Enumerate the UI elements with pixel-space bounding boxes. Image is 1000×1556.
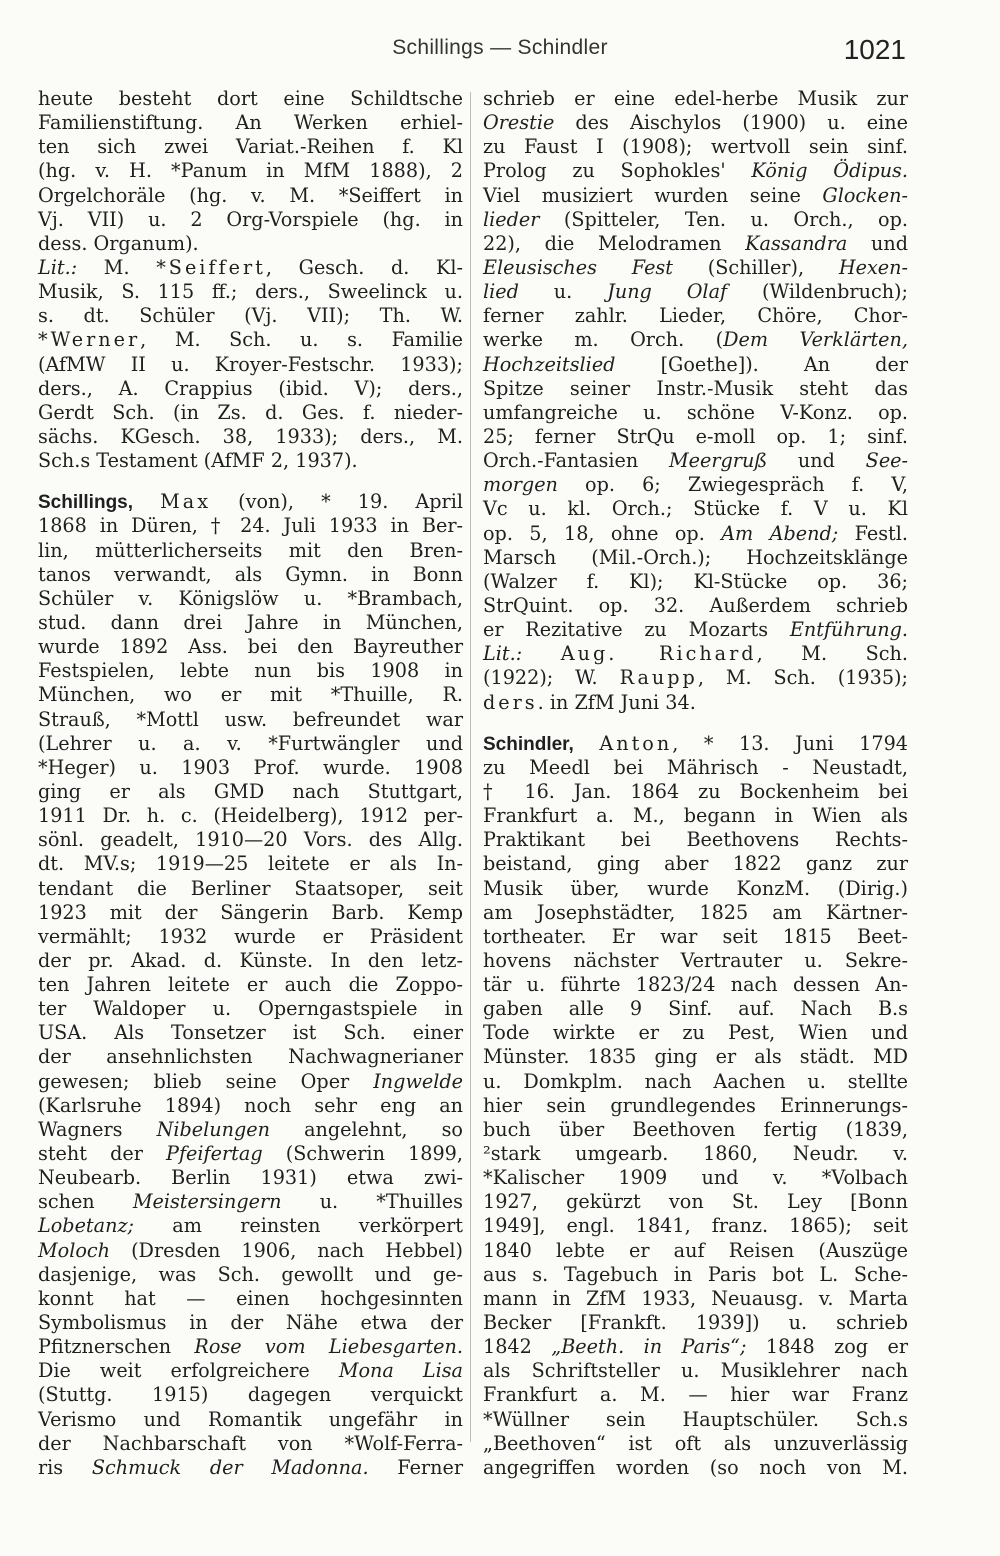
italic-title: Eleusisches Fest [483, 255, 673, 279]
text-line [483, 828, 908, 852]
text-line [38, 635, 463, 659]
text-segment: , M. Sch. u. s. Familie [140, 328, 463, 352]
left-column [38, 87, 463, 1480]
text-line [38, 490, 463, 514]
text-line [38, 659, 463, 683]
text-segment: Becker [Frankft. 1939]) u. schrieb [483, 1311, 908, 1335]
italic-title: Pfeifertag [166, 1142, 263, 1166]
italic-title: Hochzeitslied [483, 352, 616, 376]
text-segment: Verismo und Romantik ungefähr in [38, 1407, 463, 1431]
text-line [38, 780, 463, 804]
text-segment: am reinsten verkörpert [134, 1214, 463, 1238]
text-line [483, 159, 908, 183]
text-segment: op. 6; Zwiegespräch f. V, [557, 473, 908, 497]
text-segment: lin, mütterlicherseits mit den Bren- [38, 538, 463, 562]
text-line [483, 546, 908, 570]
text-segment: Schüler v. Königslöw u. *Brambach, [38, 586, 463, 610]
text-line [483, 473, 908, 497]
text-segment: Neubearb. Berlin 1931) etwa zwi- [38, 1166, 463, 1190]
italic-title: See- [865, 449, 909, 473]
right-column [483, 87, 908, 1480]
text-segment: mann in ZfM 1933, Neuausg. v. Marta [483, 1286, 908, 1310]
text-segment: Symbolismus in der Nähe etwa der [38, 1311, 463, 1335]
text-line [38, 425, 463, 449]
text-line [483, 1214, 908, 1238]
text-line [483, 1359, 908, 1383]
text-segment: des Aischylos (1900) u. eine [554, 111, 908, 135]
italic-title: Kassandra [745, 231, 848, 255]
text-line [38, 1287, 463, 1311]
text-segment: stud. dann drei Jahre in München, [38, 610, 463, 634]
text-segment: (1922); W. [483, 666, 620, 690]
text-line [38, 304, 463, 328]
text-segment: , Gesch. d. Kl- [265, 255, 463, 279]
text-segment: 22), die Melodramen [483, 231, 746, 255]
entry-headword: Schillings, [38, 492, 134, 514]
text-line [38, 852, 463, 876]
text-line [483, 135, 908, 159]
text-segment: aus s. Tagebuch in Paris bot L. Sche- [483, 1262, 908, 1286]
text-segment: ten Jahren leitete er auch die Zoppo- [38, 973, 463, 997]
text-line [483, 111, 908, 135]
text-segment: er Rezitative zu Mozarts [483, 618, 790, 642]
text-line [483, 1239, 908, 1263]
text-line [483, 522, 908, 546]
text-line [38, 1335, 463, 1359]
text-line [38, 184, 463, 208]
text-line [38, 1432, 463, 1456]
text-line [38, 232, 463, 256]
text-line [483, 780, 908, 804]
italic-title: Jung Olaf [607, 280, 728, 304]
text-segment: ging er als GMD nach Stuttgart, [38, 779, 463, 803]
text-segment: 1840 lebte er auf Reisen (Auszüge [483, 1238, 908, 1262]
text-line [483, 328, 908, 352]
text-line [38, 208, 463, 232]
entry-headword: Schindler, [483, 733, 574, 755]
text-line [38, 87, 463, 111]
text-line [38, 949, 463, 973]
text-line [483, 1335, 908, 1359]
text-segment [522, 642, 561, 665]
text-segment: Familienstiftung. An Werken erhiel- [38, 111, 463, 135]
italic-title: morgen [483, 473, 558, 497]
text-segment [574, 732, 600, 755]
text-segment: Spitze seiner Instr.-Musik steht das [483, 376, 908, 400]
text-segment: u. Domkplm. nach Aachen u. stellte [483, 1069, 908, 1093]
italic-title: Meergruß [669, 449, 768, 473]
text-segment: s. dt. Schüler (Vj. VII); Th. W. [38, 304, 463, 328]
text-segment: heute besteht dort eine Schildtsche [38, 87, 463, 110]
text-segment: angegriffen worden (so noch von M. [483, 1455, 908, 1479]
text-line [38, 732, 463, 756]
text-segment: ris [38, 1455, 92, 1479]
italic-title: Lobetanz; [38, 1214, 135, 1238]
text-line [483, 1432, 908, 1456]
text-line [38, 328, 463, 352]
text-line [38, 449, 463, 473]
text-line [483, 184, 908, 208]
italic-title: Mona Lisa [338, 1359, 463, 1383]
text-segment: zu Meedl bei Mährisch - Neustadt, [483, 755, 908, 779]
text-line [38, 111, 463, 135]
text-line [38, 877, 463, 901]
text-line [483, 208, 908, 232]
text-line [38, 901, 463, 925]
text-segment: gaben alle 9 Sinf. auf. Nach B.s [483, 997, 908, 1021]
text-line [483, 949, 908, 973]
text-line [483, 377, 908, 401]
entry-gap [38, 473, 463, 490]
text-segment: *Kalischer 1909 und v. *Volbach [483, 1166, 908, 1190]
text-segment: gewesen; blieb seine Oper [38, 1069, 374, 1093]
text-segment: Festl. [838, 521, 909, 545]
text-segment: wurde 1892 Ass. bei den Bayreuther [38, 635, 463, 659]
text-segment: , M. Sch. (1935); [697, 666, 908, 690]
text-line [38, 563, 463, 587]
text-segment: vermählt; 1932 wurde er Präsident [38, 924, 463, 948]
page-number: 1021 [843, 34, 906, 65]
text-segment: hovens nächster Vertrauter u. Sekre- [483, 948, 908, 972]
text-line [483, 304, 908, 328]
text-segment: Festspielen, lebte nun bis 1908 in [38, 659, 463, 683]
text-segment: und [767, 449, 866, 473]
text-line [483, 804, 908, 828]
text-segment: ders., A. Crappius (ibid. V); ders., [38, 376, 463, 400]
text-line [38, 1166, 463, 1190]
text-line [483, 901, 908, 925]
text-segment: der pr. Akad. d. Künste. In den letz- [38, 948, 463, 972]
text-line [483, 1287, 908, 1311]
text-line [38, 135, 463, 159]
spaced-name: Max [160, 490, 212, 514]
text-segment: Die weit erfolgreichere [38, 1359, 339, 1383]
italic-title: Lit.: [38, 255, 78, 279]
text-segment: Marsch (Mil.-Orch.); Hochzeitsklänge [483, 545, 908, 569]
text-segment: u. [518, 280, 608, 304]
text-segment: dess. Organum). [38, 231, 199, 255]
italic-title: „Beeth. in Paris“; [551, 1335, 747, 1359]
spaced-name: Anton [599, 731, 673, 755]
text-line [38, 1070, 463, 1094]
italic-title: Lit.: [483, 642, 523, 666]
text-segment: [Goethe]). An der [615, 352, 908, 376]
text-segment: (Dresden 1906, nach Hebbel) [110, 1238, 463, 1262]
text-line [38, 539, 463, 563]
text-segment: 1949], engl. 1841, franz. 1865); seit [483, 1214, 908, 1238]
text-line [483, 732, 908, 756]
text-segment: dt. MV.s; 1919—25 leitete er als In- [38, 852, 463, 876]
text-segment: , * 13. Juni 1794 [672, 731, 908, 755]
text-segment: Tode wirkte er zu Pest, Wien und [483, 1021, 908, 1045]
text-segment: tanos verwandt, als Gymn. in Bonn [38, 562, 463, 586]
text-segment: dasjenige, was Sch. gewollt und ge- [38, 1262, 463, 1286]
italic-title: König Ödipus. [751, 159, 909, 183]
text-line [483, 997, 908, 1021]
text-line [38, 256, 463, 280]
text-segment: 1923 mit der Sängerin Barb. Kemp [38, 900, 463, 924]
text-segment: Frankfurt a. M., begann in Wien als [483, 804, 908, 828]
page-header [0, 34, 1000, 74]
text-segment: Pfitznerschen [38, 1335, 195, 1359]
text-segment: USA. Als Tonsetzer ist Sch. einer [38, 1021, 463, 1045]
text-line [38, 1021, 463, 1045]
text-segment: Prolog zu Sophokles' [483, 159, 752, 183]
text-line [483, 852, 908, 876]
text-segment: „Beethoven“ ist oft als unzuverlässig [483, 1431, 908, 1455]
text-segment: als Schriftsteller u. Musiklehrer nach [483, 1359, 908, 1383]
text-segment: , M. Sch. [756, 642, 908, 666]
text-segment: am Josephstädter, 1825 am Kärtner- [483, 900, 908, 924]
text-line [38, 1263, 463, 1287]
italic-title: lied [483, 280, 519, 304]
text-segment: Wagners [38, 1117, 157, 1141]
text-segment: Orgelchoräle (hg. v. M. *Seiffert in [38, 183, 463, 207]
spaced-name: ders [483, 690, 538, 714]
text-segment: Viel musiziert wurden seine [483, 183, 823, 207]
text-segment: ²stark umgearb. 1860, Neudr. v. [483, 1142, 908, 1166]
text-line [483, 401, 908, 425]
text-segment: werke m. Orch. ( [483, 328, 724, 352]
text-line [38, 1214, 463, 1238]
text-line [38, 997, 463, 1021]
text-segment: (Wildenbruch); [727, 280, 909, 304]
text-line [38, 1190, 463, 1214]
text-segment: konnt hat — einen hochgesinnten [38, 1286, 463, 1310]
text-line [38, 925, 463, 949]
text-line [38, 587, 463, 611]
text-segment: (Schwerin 1899, [262, 1142, 463, 1166]
italic-title: Entführung. [789, 618, 908, 642]
text-line [483, 353, 908, 377]
text-line [483, 1166, 908, 1190]
text-segment: Gerdt Sch. (in Zs. d. Ges. f. nieder- [38, 400, 463, 424]
text-line [38, 401, 463, 425]
text-line [483, 642, 908, 666]
text-line [38, 1142, 463, 1166]
text-line [483, 497, 908, 521]
text-line [483, 756, 908, 780]
text-line [483, 877, 908, 901]
spaced-name: *Seiffert [156, 255, 266, 279]
text-segment: † 16. Jan. 1864 zu Bockenheim bei [483, 779, 908, 803]
text-segment: (Lehrer u. a. v. *Furtwängler und [38, 731, 463, 755]
text-segment: 25; ferner StrQu e-moll op. 1; sinf. [483, 424, 908, 448]
text-segment: 1911 Dr. h. c. (Heidelberg), 1912 per- [38, 804, 463, 828]
text-line [483, 1456, 908, 1480]
text-segment: 1848 zog er [746, 1335, 908, 1359]
text-line [38, 804, 463, 828]
italic-title: Moloch [38, 1238, 110, 1262]
italic-title: Orestie [483, 111, 555, 135]
text-line [483, 1311, 908, 1335]
text-segment: StrQuint. op. 32. Außerdem schrieb [483, 593, 908, 617]
text-segment: München, wo er mit *Thuille, R. [38, 683, 463, 707]
text-segment: Musik über, wurde KonzM. (Dirig.) [483, 876, 908, 900]
text-line [483, 425, 908, 449]
italic-title: Dem Verklärten, [723, 328, 908, 352]
text-segment: Sch.s Testament (AfMF 2, 1937). [38, 449, 358, 473]
text-line [483, 1190, 908, 1214]
text-line [483, 594, 908, 618]
text-line [483, 449, 908, 473]
text-line [483, 925, 908, 949]
text-segment [133, 490, 160, 513]
text-line [38, 280, 463, 304]
text-segment: Frankfurt a. M. — hier war Franz [483, 1383, 908, 1407]
text-line [38, 973, 463, 997]
text-line [483, 1383, 908, 1407]
text-segment: beistand, ging aber 1822 ganz zur [483, 852, 908, 876]
text-line [38, 353, 463, 377]
text-segment: steht der [38, 1142, 167, 1166]
text-line [483, 691, 908, 715]
italic-title: lieder [483, 207, 540, 231]
text-segment: (von), * 19. April [211, 490, 463, 514]
text-line [38, 159, 463, 183]
text-line [483, 1142, 908, 1166]
text-segment: sönl. geadelt, 1910—20 Vors. des Allg. [38, 828, 463, 852]
italic-title: Rose vom Liebesgarten. [194, 1335, 463, 1359]
text-line [483, 618, 908, 642]
text-segment: 1868 in Düren, † 24. Juli 1933 in Ber- [38, 514, 463, 538]
text-segment: (Stuttg. 1915) dagegen verquickt [38, 1383, 463, 1407]
text-line [483, 570, 908, 594]
text-segment: *Heger) u. 1903 Prof. wurde. 1908 [38, 755, 463, 779]
text-line [483, 256, 908, 280]
text-line [38, 1311, 463, 1335]
text-segment: ter Waldoper u. Operngastspiele in [38, 997, 463, 1021]
text-segment: Ferner [368, 1455, 463, 1479]
text-line [38, 708, 463, 732]
text-line [38, 1383, 463, 1407]
text-line [38, 1359, 463, 1383]
text-line [483, 666, 908, 690]
text-segment: umfangreiche u. schöne V-Konz. op. [483, 400, 908, 424]
italic-title: Am Abend; [721, 521, 839, 545]
italic-title: Meistersingern [132, 1190, 282, 1214]
text-line [483, 1045, 908, 1069]
text-line [483, 1408, 908, 1432]
text-segment: (AfMW II u. Kroyer-Festschr. 1933); [38, 352, 463, 376]
text-line [38, 1408, 463, 1432]
running-title: Schillings — Schindler [392, 36, 608, 59]
text-segment: Vj. VII) u. 2 Org-Vorspiele (hg. in [38, 207, 463, 231]
italic-title: Hexen- [838, 255, 908, 279]
text-line [38, 377, 463, 401]
text-segment: Münster. 1835 ging er als städt. MD [483, 1045, 908, 1069]
text-segment: (Spitteler, Ten. u. Orch., op. [539, 207, 908, 231]
italic-title: Schmuck der Madonna. [91, 1455, 369, 1479]
text-segment: zu Faust I (1908); wertvoll sein sinf. [483, 135, 908, 159]
text-segment: *Wüllner sein Hauptschüler. Sch.s [483, 1407, 908, 1431]
column-divider [470, 92, 471, 1442]
text-segment: Musik, S. 115 ff.; ders., Sweelinck u. [38, 280, 463, 304]
text-segment: (hg. v. H. *Panum in MfM 1888), 2 [38, 159, 463, 183]
text-line [483, 87, 908, 111]
text-segment: der Nachbarschaft von *Wolf-Ferra- [38, 1431, 463, 1455]
text-segment: Praktikant bei Beethovens Rechts- [483, 828, 908, 852]
text-line [483, 1263, 908, 1287]
text-segment: (Schiller), [672, 255, 839, 279]
text-segment: . in ZfM Juni 34. [537, 690, 696, 714]
text-line [38, 1094, 463, 1118]
text-segment: buch über Beethoven fertig (1839, [483, 1117, 908, 1141]
text-segment: tär u. führte 1823/24 nach dessen An- [483, 973, 908, 997]
spaced-name: Aug. Richard [560, 642, 757, 666]
text-line [483, 1021, 908, 1045]
text-segment: schrieb er eine edel-herbe Musik zur [483, 87, 908, 110]
spaced-name: *Werner [38, 328, 141, 352]
text-line [38, 611, 463, 635]
text-line [483, 232, 908, 256]
text-line [38, 828, 463, 852]
text-segment: sächs. KGesch. 38, 1933); ders., M. [38, 424, 463, 448]
text-segment: Orch.-Fantasien [483, 449, 669, 473]
spaced-name: Raupp [619, 666, 698, 690]
text-line [38, 1456, 463, 1480]
text-segment: (Karlsruhe 1894) noch sehr eng an [38, 1093, 463, 1117]
text-segment: (Walzer f. Kl); Kl-Stücke op. 36; [483, 569, 908, 593]
italic-title: Nibelungen [156, 1117, 270, 1141]
text-line [38, 1045, 463, 1069]
text-line [38, 1239, 463, 1263]
text-line [483, 1070, 908, 1094]
text-segment: u. *Thuilles [281, 1190, 464, 1214]
text-segment: schen [38, 1190, 133, 1214]
text-segment: ten sich zwei Variat.-Reihen f. Kl [38, 135, 463, 159]
text-line [483, 973, 908, 997]
entry-gap [483, 715, 908, 732]
text-line [38, 514, 463, 538]
text-line [483, 1094, 908, 1118]
text-line [483, 1118, 908, 1142]
italic-title: Glocken- [822, 183, 908, 207]
italic-title: Ingwelde [373, 1069, 463, 1093]
text-segment: angelehnt, so [270, 1117, 463, 1141]
text-line [38, 756, 463, 780]
text-segment: op. 5, 18, ohne op. [483, 521, 722, 545]
text-segment: der ansehnlichsten Nachwagnerianer [38, 1045, 463, 1069]
text-segment: 1927, gekürzt von St. Ley [Bonn [483, 1190, 908, 1214]
text-segment: ferner zahlr. Lieder, Chöre, Chor- [483, 304, 908, 328]
text-line [38, 1118, 463, 1142]
text-segment: Vc u. kl. Orch.; Stücke f. V u. Kl [483, 497, 908, 521]
text-segment: 1842 [483, 1335, 552, 1359]
text-segment: hier sein grundlegendes Erinnerungs- [483, 1093, 908, 1117]
text-segment: M. [77, 255, 157, 279]
text-segment: Strauß, *Mottl usw. befreundet war [38, 707, 463, 731]
text-segment: tendant die Berliner Staatsoper, seit [38, 876, 463, 900]
text-line [38, 683, 463, 707]
text-line [483, 280, 908, 304]
text-segment: tortheater. Er war seit 1815 Beet- [483, 924, 908, 948]
text-segment: und [847, 231, 908, 255]
